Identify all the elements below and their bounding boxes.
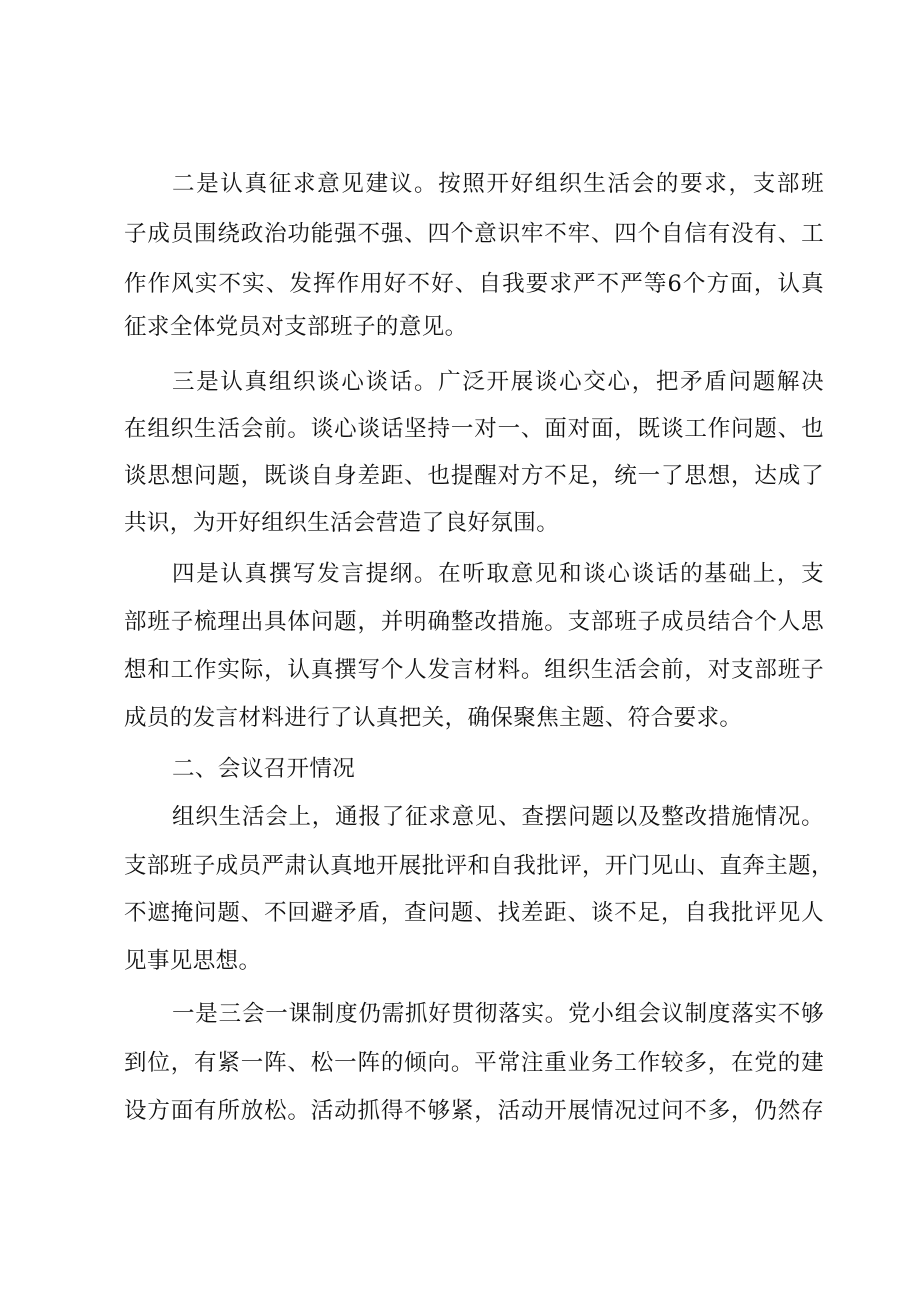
p3-line-3: 想和工作实际，认真撰写个人发言材料。组织生活会前，对支部班子 (124, 657, 824, 683)
p3-line-1: 四是认真撰写发言提纲。在听取意见和谈心谈话的基础上，支 (172, 561, 824, 587)
p2-line-2: 在组织生活会前。谈心谈话坚持一对一、面对面，既谈工作问题、也 (124, 416, 824, 442)
p5-line-3: 设方面有所放松。活动抓得不够紧，活动开展情况过问不多，仍然存 (124, 1098, 824, 1124)
p1-line-4: 征求全体党员对支部班子的意见。 (124, 314, 468, 340)
p4-line-1: 组织生活会上，通报了征求意见、查摆问题以及整改措施情况。 (172, 804, 824, 830)
p4-line-4: 见事见思想。 (124, 948, 262, 974)
p1-line-3: 作作风实不实、发挥作用好不好、自我要求严不严等6个方面，认真 (124, 271, 824, 297)
p4-line-2: 支部班子成员严肃认真地开展批评和自我批评，开门见山、直奔主题， (124, 853, 834, 879)
p1-line-2: 子成员围绕政治功能强不强、四个意识牢不牢、四个自信有没有、工 (124, 221, 824, 247)
p5-line-2: 到位，有紧一阵、松一阵的倾向。平常注重业务工作较多，在党的建 (124, 1050, 824, 1076)
p2-line-3: 谈思想问题，既谈自身差距、也提醒对方不足，统一了思想，达成了 (124, 463, 824, 489)
p3-line-2: 部班子梳理出具体问题，并明确整改措施。支部班子成员结合个人思 (124, 609, 824, 635)
p2-line-4: 共识，为开好组织生活会营造了良好氛围。 (124, 510, 560, 536)
p5-line-1: 一是三会一课制度仍需抓好贯彻落实。党小组会议制度落实不够 (172, 1001, 824, 1027)
p3-line-4: 成员的发言材料进行了认真把关，确保聚焦主题、符合要求。 (124, 705, 743, 731)
p4-line-3: 不遮掩问题、不回避矛盾，查问题、找差距、谈不足，自我批评见人 (124, 900, 824, 926)
section-heading: 二、会议召开情况 (172, 756, 356, 782)
p1-line-1: 二是认真征求意见建议。按照开好组织生活会的要求，支部班 (172, 171, 824, 197)
p2-line-1: 三是认真组织谈心谈话。广泛开展谈心交心，把矛盾问题解决 (172, 369, 824, 395)
